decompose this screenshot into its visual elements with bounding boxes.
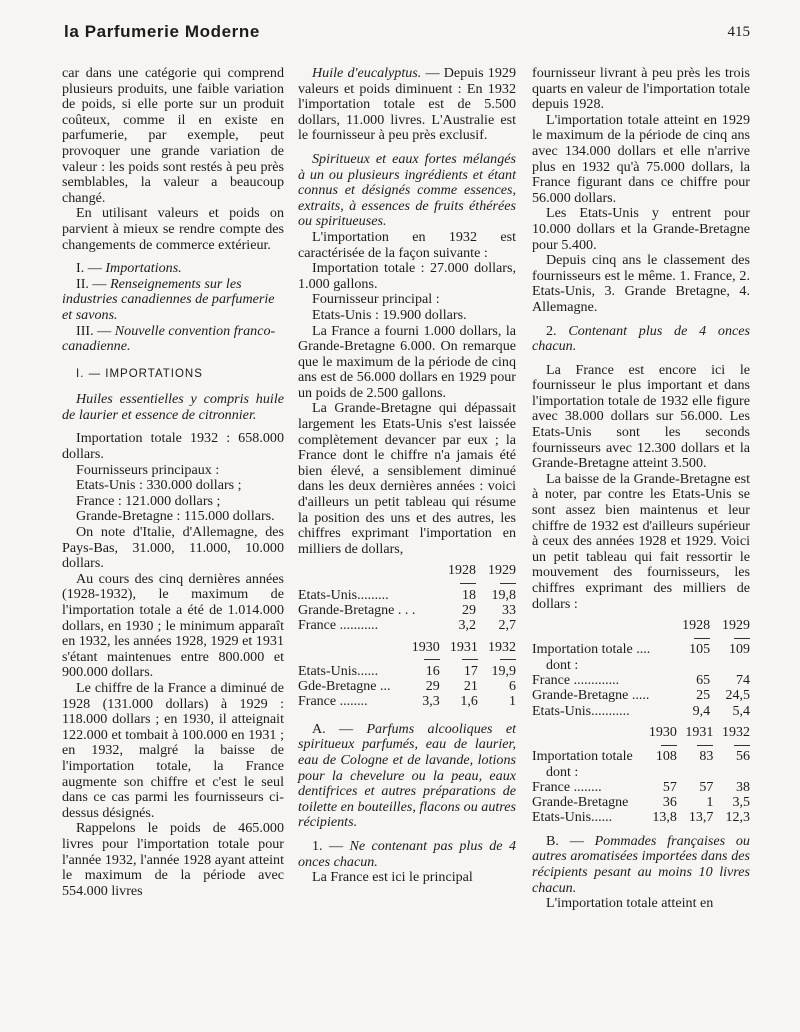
paragraph: France : 121.000 dollars ;: [76, 492, 221, 509]
paragraph: Rappelons le poids de 465.000 livres pour l'importation totale pour l'année 1932, l'année 1928 ayant atteint le maximum de la période avec 554.000 livres: [62, 820, 284, 899]
paragraph: L'importation totale atteint en: [546, 895, 714, 912]
paragraph: fournisseur livrant à peu près les trois quarts en valeur de l'importation totale depuis 1928.: [532, 65, 750, 113]
paragraph: Fournisseur principal :: [312, 291, 440, 308]
toc-item-1: I. — Importations.: [76, 260, 182, 277]
paragraph: La France a fourni 1.000 dollars, la Grande-Bretagne 6.000. On remarque que le maximum de la période de cinq ans est de 56.000 dollars en 1929 pour un poids de 2.500 gallons.: [298, 322, 516, 401]
subheading: Spiritueux et eaux fortes mélangés à un ou plusieurs ingrédients et étant connus et désignés comme essences, extraits, à essences de fruits éthérées ou spiritueuses.: [298, 150, 516, 230]
paragraph: Etats-Unis : 19.900 dollars.: [312, 306, 467, 323]
column-1: [62, 66, 284, 899]
page-number: 415: [727, 24, 750, 40]
table-row: Importation totale 108 83 56: [532, 749, 750, 765]
running-title: la Parfumerie Moderne: [64, 22, 260, 41]
year-header: 1931: [449, 639, 478, 655]
table-row: Gde-Bretagne ... 29 21 6: [298, 679, 516, 695]
paragraph: Huile d'eucalyptus. — Depuis 1929 valeurs et poids diminuent : En 1932 l'importation totale est de 5.500 dollars, 11.000 livres. L'Australie est le fournisseur à peu près exclusif.: [298, 65, 516, 144]
paragraph: La France est ici le principal: [312, 869, 473, 886]
table-row: France ........ 57 57 38: [532, 779, 750, 795]
table-row: Etats-Unis...... 13,8 13,7 12,3: [532, 810, 750, 826]
paragraph: Le chiffre de la France a diminué de 1928 (131.000 dollars) à 1929 : 118.000 dollars ; en 1930, il atteignait 122.000 et tombait à 100.000 en 1931 ; en 1932, malgré la baisse de l'importation totale, la France augmente son chiffre et c'est le seul dans ce cas parmi les fournisseurs ci-dessus désignés.: [62, 679, 284, 821]
paragraph: A. — Parfums alcooliques et spiritueux parfumés, eau de laurier, eau de Cologne et de lavande, lotions pour la chevelure ou la peau, eaux dentifrices et autres préparations de toilette en bouteilles, flacons ou autres récipients.: [298, 720, 516, 831]
table-row: France ........... 3,2 2,7: [298, 618, 516, 634]
year-header: 1932: [488, 639, 516, 655]
paragraph: L'importation en 1932 est caractérisée de la façon suivante :: [298, 228, 516, 261]
dash-rule: [661, 745, 677, 746]
paragraph: Au cours des cinq dernières années (1928-1932), le maximum de l'importation totale a été de 1.014.000 dollars, en 1930 ; le minimum apparaît en 1932, les années 1928, 1929 et 1931 s'étant maintenues entre 800.000 et 900.000 dollars.: [62, 570, 284, 681]
year-header: 1930: [411, 639, 440, 655]
table-row: France ............. 65 74: [532, 673, 750, 689]
year-header: 1928: [682, 618, 711, 634]
table-row: Etats-Unis........... 9,4 5,4: [532, 703, 750, 719]
page-header: [64, 22, 750, 44]
paragraph: La France est encore ici le fournisseur le plus important et dans l'importation totale de 1932 elle figure avec 38.000 dollars sur 56.000. Les Etats-Unis sont les seconds fournisseurs avec 12.300 dollars et la Grande-Bretagne atteint 3.500.: [532, 361, 750, 472]
paragraph: L'importation totale atteint en 1929 le maximum de la période de cinq ans avec 134.000 dollars et elle n'arrive plus en 1932 qu'à 75.000 dollars, la France figurant dans ce chiffre pour 56.000 dollars.: [532, 111, 750, 206]
paragraph: Importation totale 1932 : 658.000 dollars.: [62, 430, 284, 463]
dash-rule: [500, 583, 516, 584]
dash-rule: [460, 583, 476, 584]
year-header: 1929: [488, 563, 516, 579]
dash-rule: [697, 745, 713, 746]
paragraph: Grande-Bretagne : 115.000 dollars.: [76, 508, 275, 525]
paragraph: B. — Pommades françaises ou autres aromatisées importées dans des récipients pesant au moins 10 livres chacun.: [532, 832, 750, 896]
subheading: Huiles essentielles y compris huile de laurier et essence de citronnier.: [62, 391, 284, 423]
toc-item-3: III. — Nouvelle convention franco-canadienne.: [62, 322, 276, 355]
paragraph: On note d'Italie, d'Allemagne, des Pays-Bas, 31.000, 11.000, 10.000 dollars.: [62, 524, 284, 572]
data-table: [532, 616, 750, 719]
data-table: [532, 723, 750, 826]
paragraph: La baisse de la Grande-Bretagne est à noter, par contre les Etats-Unis se sont assez bien maintenus et leur chiffre de 1932 est d'ailleurs supérieur à ceux des années 1928 et 1929. Voici un petit tableau qui fait ressortir le mouvement des fournisseurs, les chiffres exprimant des milliers de dollars :: [532, 470, 750, 612]
table-row: Etats-Unis...... 16 17 19,9: [298, 663, 516, 679]
table-row: Etats-Unis......... 18 19,8: [298, 587, 516, 603]
column-2: [298, 66, 516, 886]
dash-rule: [462, 659, 478, 660]
dash-rule: [694, 638, 710, 639]
year-header: 1930: [648, 724, 677, 740]
dash-rule: [734, 745, 750, 746]
paragraph: Les Etats-Unis y entrent pour 10.000 dollars et la Grande-Bretagne pour 5.400.: [532, 205, 750, 253]
toc-item-2: II. — Renseignements sur les industries canadiennes de parfumerie et savons.: [62, 275, 275, 323]
data-table: [298, 561, 516, 633]
table-row: Grande-Bretagne . . . 29 33: [298, 603, 516, 618]
paragraph: car dans une catégorie qui comprend plusieurs produits, une faible variation de poids, si elle porte sur un produit coûteux, comme il en existe en parfumerie, par exemple, peut provoquer une grande variation de valeur : les poids sont restés à peu près semblables, la valeur a beaucoup changé.: [62, 65, 284, 206]
paragraph: Depuis cinq ans le classement des fournisseurs est le même. 1. France, 2. Etats-Unis, 3. Grande Bretagne, 4. Allemagne.: [532, 252, 750, 315]
paragraph: 2. Contenant plus de 4 onces chacun.: [532, 322, 751, 355]
table-row: dont :: [546, 764, 579, 780]
paragraph: Fournisseurs principaux :: [76, 461, 220, 478]
year-header: 1929: [722, 618, 750, 634]
year-header: 1931: [685, 724, 714, 740]
table-row: dont :: [546, 657, 579, 673]
table-row: France ........ 3,3 1,6 1: [298, 694, 516, 710]
paragraph: En utilisant valeurs et poids on parvient à mieux se rendre compte des changements de commerce extérieur.: [62, 205, 284, 253]
table-row: Importation totale .... 105 109: [532, 642, 750, 658]
column-3: [532, 66, 750, 912]
table-row: Grande-Bretagne 36 1 3,5: [532, 795, 750, 811]
table-row: Grande-Bretagne ..... 25 24,5: [532, 688, 750, 704]
dash-rule: [500, 659, 516, 660]
year-header: 1928: [448, 563, 476, 579]
section-heading: I. — IMPORTATIONS: [76, 367, 203, 380]
paragraph: Etats-Unis : 330.000 dollars ;: [76, 477, 242, 494]
paragraph: 1. — Ne contenant pas plus de 4 onces chacun.: [298, 837, 516, 870]
data-table: [298, 638, 516, 710]
paragraph: Importation totale : 27.000 dollars, 1.000 gallons.: [298, 260, 516, 292]
paragraph: La Grande-Bretagne qui dépassait largement les Etats-Unis s'est laissée complètement devancer par eux ; la France dont le chiffre n'a jamais été bien élevé, a sensiblement diminué dans les deux dernières années : voici d'ailleurs un petit tableau qui résume la position des uns et des autres, les chiffres exprimant l'importation en milliers de dollars,: [298, 400, 516, 557]
dash-rule: [424, 659, 440, 660]
dash-rule: [734, 638, 750, 639]
year-header: 1932: [722, 724, 750, 740]
